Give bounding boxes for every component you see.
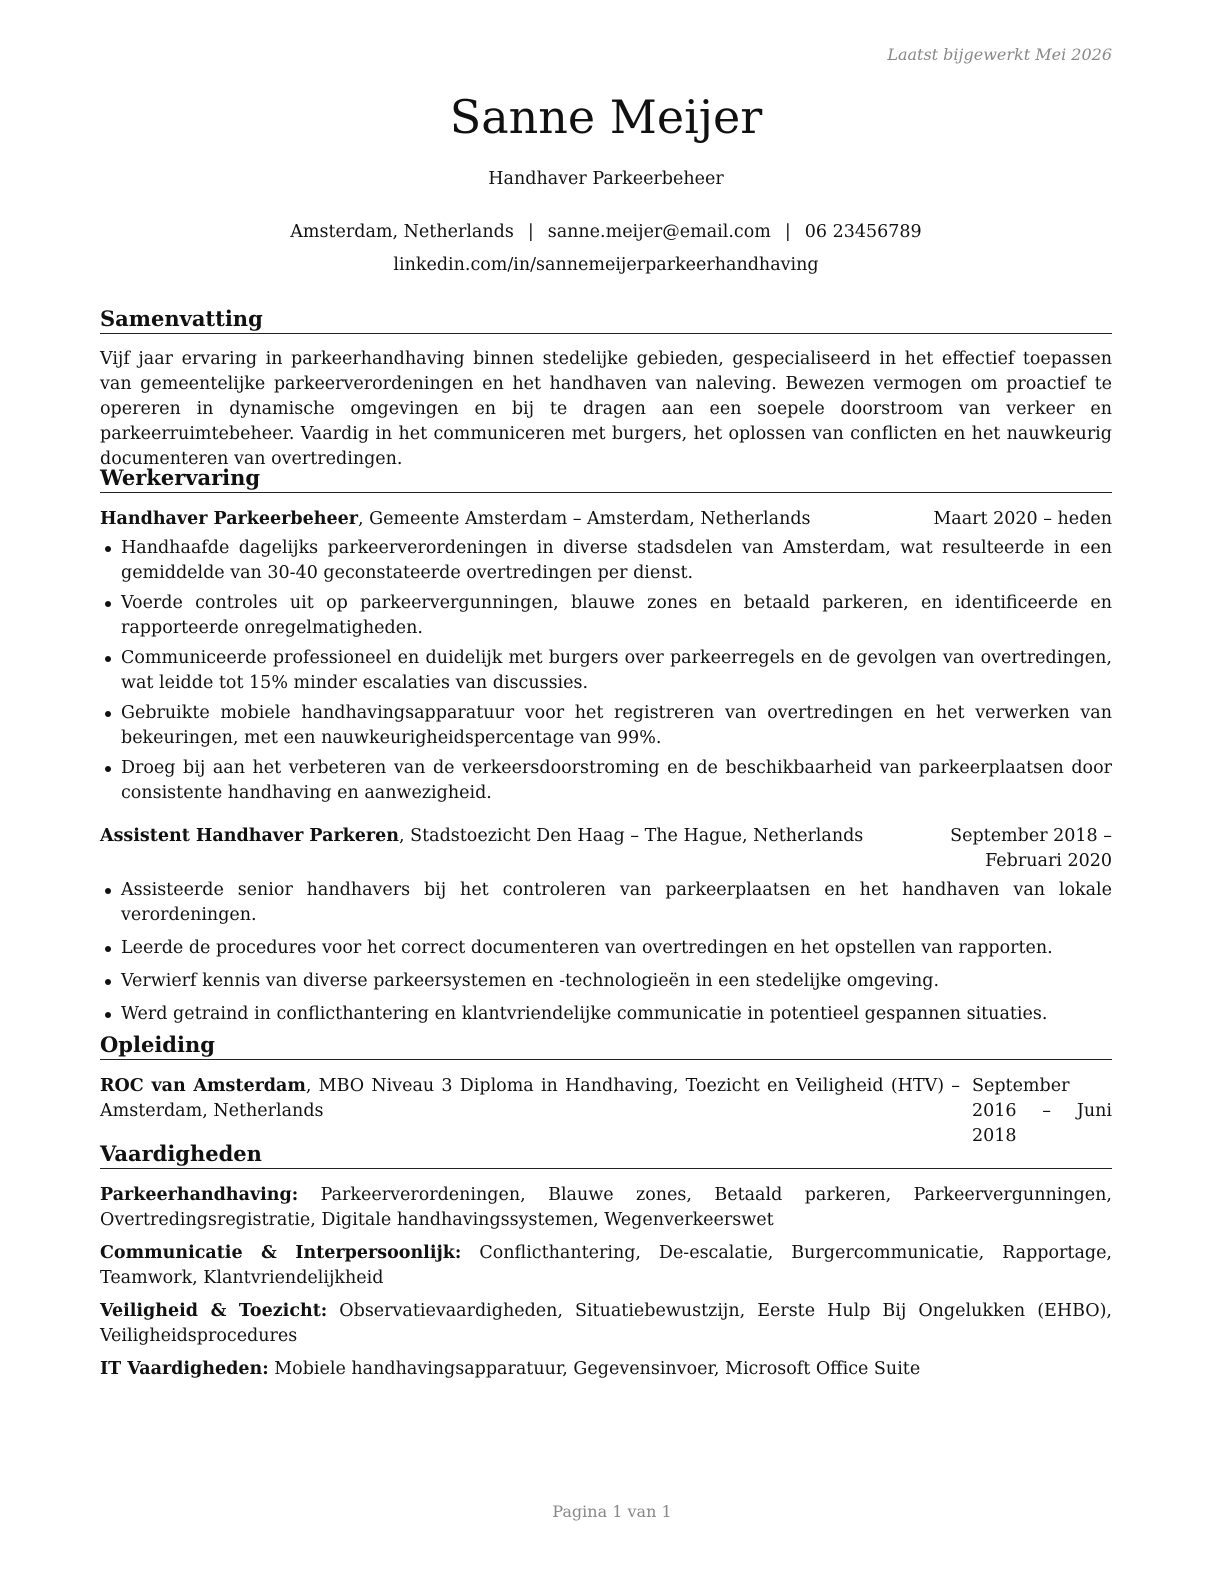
skill-group [100, 1357, 1112, 1382]
skill-label: IT Vaardigheden: [100, 1359, 269, 1379]
page-number: Pagina 1 van 1 [552, 1502, 672, 1521]
education-school: ROC van Amsterdam [100, 1076, 306, 1096]
job-entry [100, 507, 1112, 806]
job-role: Handhaver Parkeerbeheer [100, 509, 358, 529]
contact-location: Amsterdam, Netherlands [290, 222, 514, 242]
contact-line [100, 220, 1112, 245]
skill-items: Observatievaardigheden, Situatiebewustzijn, Eerste Hulp Bij Ongelukken (EHBO), Veiligheidsprocedures [100, 1301, 1112, 1346]
section-heading: Vaardigheden [100, 1140, 1112, 1169]
summary-section [100, 305, 1112, 472]
list-item: Verwierf kennis van diverse parkeersystemen en -technologieën in een stedelijke omgeving. [100, 969, 1112, 994]
skill-label: Communicatie & Interpersoonlijk: [100, 1243, 462, 1263]
linkedin-link[interactable]: linkedin.com/in/sannemeijerparkeerhandhaving [393, 255, 819, 275]
skill-items: Mobiele handhavingsapparatuur, Gegevensinvoer, Microsoft Office Suite [268, 1359, 921, 1379]
education-section [100, 1031, 1112, 1149]
skill-group [100, 1299, 1112, 1349]
job-role: Assistent Handhaver Parkeren [100, 826, 399, 846]
job-entry [100, 824, 1112, 1027]
experience-section [100, 464, 1112, 1035]
skill-label: Veiligheid & Toezicht: [100, 1301, 328, 1321]
section-heading: Opleiding [100, 1031, 1112, 1060]
contact-phone: 06 23456789 [804, 222, 922, 242]
contact-email[interactable]: sanne.meijer@email.com [547, 222, 771, 242]
education-dates: September 2016 – Juni 2018 [972, 1076, 1112, 1146]
contact-separator: | [784, 222, 791, 242]
job-bullets [100, 536, 1112, 806]
candidate-name: Sanne Meijer [449, 90, 763, 144]
skill-group [100, 1183, 1112, 1233]
list-item: Assisteerde senior handhavers bij het controleren van parkeerplaatsen en het handhaven van lokale verordeningen. [100, 878, 1112, 928]
job-organization: , Gemeente Amsterdam – Amsterdam, Netherlands [357, 509, 811, 529]
list-item: Communiceerde professioneel en duidelijk met burgers over parkeerregels en de gevolgen van overtredingen, wat leidde tot 15% minder escalaties van discussies. [100, 646, 1112, 696]
contact-separator: | [527, 222, 534, 242]
skill-items: Conflicthantering, De-escalatie, Burgercommunicatie, Rapportage, Teamwork, Klantvriendelijkheid [100, 1243, 1112, 1288]
list-item: Voerde controles uit op parkeervergunningen, blauwe zones en betaald parkeren, en identificeerde en rapporteerde onregelmatigheden. [100, 591, 1112, 641]
section-heading: Werkervaring [100, 464, 1112, 493]
summary-text: Vijf jaar ervaring in parkeerhandhaving binnen stedelijke gebieden, gespecialiseerd in het effectief toepassen van gemeentelijke parkeerverordeningen en het handhaven van naleving. Bewezen vermogen om proactief te opereren in dynamische omgevingen en bij te dragen aan een soepele doorstroom van verkeer en parkeerruimtebeheer. Vaardig in het communiceren met burgers, het oplossen van conflicten en het nauwkeurig documenteren van overtredingen. [100, 349, 1112, 469]
skill-group [100, 1241, 1112, 1291]
education-entry [100, 1074, 1112, 1149]
job-title: Handhaver Parkeerbeheer [488, 169, 724, 189]
job-bullets [100, 878, 1112, 1027]
last-updated: Laatst bijgewerkt Mei 2026 [887, 45, 1112, 64]
education-detail: , MBO Niveau 3 Diploma in Handhaving, Toezicht en Veiligheid (HTV) – Amsterdam, Netherlands [100, 1076, 961, 1121]
skill-items: Parkeerverordeningen, Blauwe zones, Betaald parkeren, Parkeervergunningen, Overtredingsregistratie, Digitale handhavingssystemen, Wegenverkeerswet [100, 1185, 1112, 1230]
list-item: Leerde de procedures voor het correct documenteren van overtredingen en het opstellen van rapporten. [100, 936, 1112, 961]
job-dates: September 2018 – Februari 2020 [950, 826, 1112, 871]
skill-label: Parkeerhandhaving: [100, 1185, 299, 1205]
job-header [100, 824, 1112, 874]
job-header [100, 507, 1112, 532]
section-heading: Samenvatting [100, 305, 1112, 334]
job-organization: , Stadstoezicht Den Haag – The Hague, Netherlands [399, 826, 864, 846]
job-dates: Maart 2020 – heden [933, 509, 1112, 529]
list-item: Werd getraind in conflicthantering en klantvriendelijke communicatie in potentieel gespannen situaties. [100, 1002, 1112, 1027]
skills-section [100, 1140, 1112, 1390]
list-item: Droeg bij aan het verbeteren van de verkeersdoorstroming en de beschikbaarheid van parkeerplaatsen door consistente handhaving en aanwezigheid. [100, 756, 1112, 806]
list-item: Gebruikte mobiele handhavingsapparatuur voor het registreren van overtredingen en het verwerken van bekeuringen, met een nauwkeurigheidspercentage van 99%. [100, 701, 1112, 751]
list-item: Handhaafde dagelijks parkeerverordeningen in diverse stadsdelen van Amsterdam, wat resulteerde in een gemiddelde van 30-40 geconstateerde overtredingen per dienst. [100, 536, 1112, 586]
